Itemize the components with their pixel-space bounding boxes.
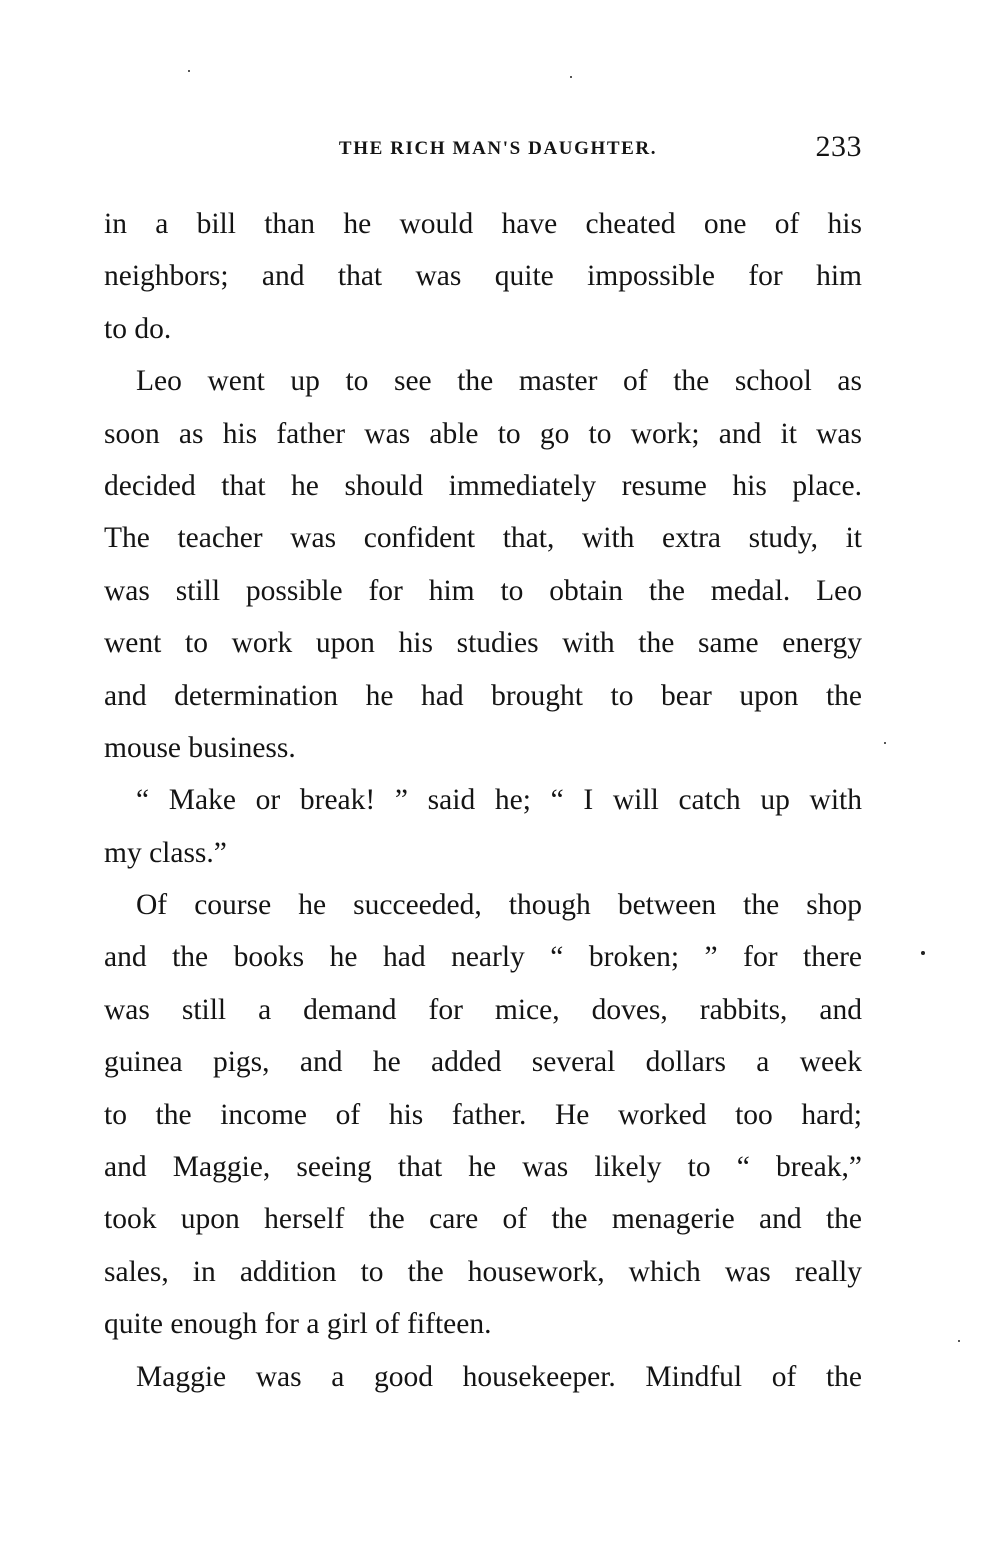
text-line-16: was still a demand for mice, doves, rabbits, and xyxy=(104,993,862,1026)
text-line-22: quite enough for a girl of fifteen. xyxy=(104,1308,492,1341)
paper-speck xyxy=(188,70,190,72)
text-line-8: was still possible for him to obtain the medal. Leo xyxy=(104,574,862,607)
text-line-20: took upon herself the care of the menagerie and the xyxy=(104,1203,862,1236)
text-line-9: went to work upon his studies with the same energy xyxy=(104,627,862,660)
text-line-13: my class.” xyxy=(104,836,227,869)
text-line-6: decided that he should immediately resume his place. xyxy=(104,469,862,502)
text-line-11: mouse business. xyxy=(104,731,296,764)
text-line-23: Maggie was a good housekeeper. Mindful of the xyxy=(136,1360,862,1393)
text-line-3: to do. xyxy=(104,312,172,345)
text-line-17: guinea pigs, and he added several dollars a week xyxy=(104,1046,862,1079)
text-line-21: sales, in addition to the housework, which was really xyxy=(104,1255,862,1288)
text-line-2: neighbors; and that was quite impossible for him xyxy=(104,260,862,293)
paper-speck xyxy=(570,76,572,78)
text-line-18: to the income of his father. He worked too hard; xyxy=(104,1098,862,1131)
text-line-1: in a bill than he would have cheated one of his xyxy=(104,208,862,240)
running-head xyxy=(104,128,862,168)
paper-speck xyxy=(884,742,886,744)
text-line-7: The teacher was confident that, with extra study, it xyxy=(104,522,862,555)
text-line-12: “ Make or break! ” said he; “ I will catch up with xyxy=(136,784,862,817)
paper-speck xyxy=(958,1340,960,1342)
text-line-5: soon as his father was able to go to work; and it was xyxy=(104,417,862,450)
text-line-15: and the books he had nearly “ broken; ” for there xyxy=(104,941,862,974)
text-line-10: and determination he had brought to bear upon the xyxy=(104,679,862,712)
page-number: 233 xyxy=(815,130,862,163)
text-line-14: Of course he succeeded, though between the shop xyxy=(136,889,862,922)
body-text xyxy=(104,198,862,1403)
running-title: THE RICH MAN'S DAUGHTER. xyxy=(338,138,658,159)
text-line-4: Leo went up to see the master of the school as xyxy=(136,365,862,398)
text-line-19: and Maggie, seeing that he was likely to “ break,” xyxy=(104,1151,862,1184)
paper-speck xyxy=(921,951,925,955)
